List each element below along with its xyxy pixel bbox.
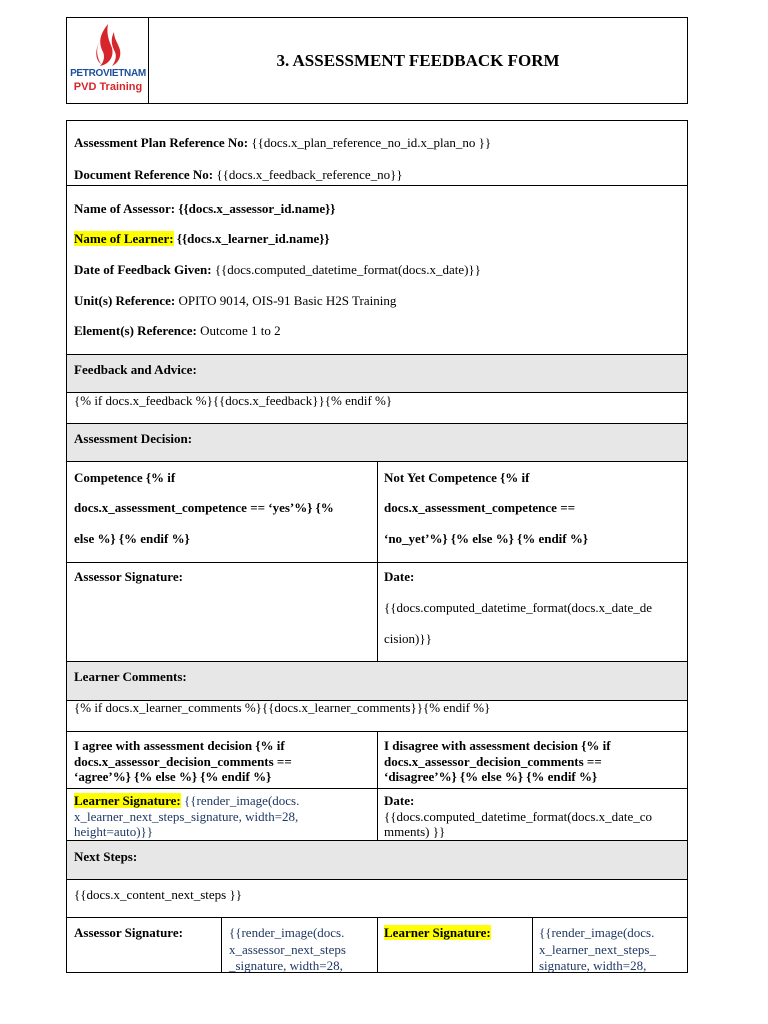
comments-date-line-2: mments) }}: [384, 824, 446, 839]
comments-date-line-1: {{docs.computed_datetime_format(docs.x_date_co: [384, 809, 653, 824]
column-divider: [377, 731, 378, 841]
row-divider: [66, 423, 688, 424]
feedback-date-label: Date of Feedback Given:: [74, 262, 212, 277]
competence-line-1: Competence {% if: [74, 470, 176, 485]
agree-line-1: I agree with assessment decision {% if: [74, 738, 285, 753]
next-steps-learner-signature-template-2: x_learner_next_steps_: [539, 942, 656, 957]
learner-signature-template-3: height=auto)}}: [74, 824, 154, 839]
decision-date-line-2: cision)}}: [384, 631, 432, 646]
feedback-heading: Feedback and Advice:: [74, 362, 197, 377]
agree-line-3: ‘agree’%} {% else %} {% endif %}: [74, 769, 272, 784]
flame-icon: [70, 22, 146, 68]
elements-reference-label: Element(s) Reference:: [74, 323, 197, 338]
next-steps-heading: Next Steps:: [74, 849, 138, 864]
assessor-name-value: {{docs.x_assessor_id.name}}: [178, 201, 336, 216]
assessor-signature-label: Assessor Signature:: [74, 569, 183, 584]
learner-signature-line-1: [74, 793, 299, 808]
next-steps-assessor-signature-label: Assessor Signature:: [74, 925, 183, 940]
company-logo: [70, 22, 146, 100]
learner-signature-template-1: {{render_image(docs.: [180, 793, 300, 808]
units-reference-value: OPITO 9014, OIS-91 Basic H2S Training: [178, 293, 397, 308]
document-reference-label: Document Reference No:: [74, 167, 214, 182]
learner-name-label: Name of Learner:: [74, 231, 174, 246]
row-divider: [66, 354, 688, 355]
next-steps-header-shade: [67, 841, 688, 879]
disagree-line-3: ‘disagree’%} {% else %} {% endif %}: [384, 769, 598, 784]
next-steps-learner-signature-template-1: {{render_image(docs.: [539, 925, 655, 940]
logo-text-petrovietnam: PETROVIETNAM: [70, 68, 146, 79]
assessor-name-line: [74, 201, 335, 216]
decision-date-label: Date:: [384, 569, 415, 584]
learner-comments-heading: Learner Comments:: [74, 669, 187, 684]
plan-reference-value: {{docs.x_plan_reference_no_id.x_plan_no }}: [251, 135, 492, 150]
units-reference-line: [74, 293, 396, 308]
feedback-date-value: {{docs.computed_datetime_format(docs.x_date)}}: [214, 262, 481, 277]
learner-comments-value: {% if docs.x_learner_comments %}{{docs.x_learner_comments}}{% endif %}: [74, 700, 491, 715]
decision-date-line-1: {{docs.computed_datetime_format(docs.x_date_de: [384, 600, 653, 615]
next-steps-learner-signature-label-wrap: [384, 925, 491, 940]
table-right-border: [687, 120, 688, 973]
elements-reference-line: [74, 323, 281, 338]
document-reference-value: {{docs.x_feedback_reference_no}}: [216, 167, 403, 182]
page-title: 3. ASSESSMENT FEEDBACK FORM: [276, 51, 560, 70]
not-yet-competence-line-2: docs.x_assessment_competence ==: [384, 500, 576, 515]
feedback-value: {% if docs.x_feedback %}{{docs.x_feedback}}{% endif %}: [74, 393, 393, 408]
units-reference-label: Unit(s) Reference:: [74, 293, 176, 308]
next-steps-assessor-signature-template-2: x_assessor_next_steps: [229, 942, 346, 957]
column-divider: [377, 461, 378, 662]
next-steps-learner-signature-label: Learner Signature:: [384, 925, 491, 940]
elements-reference-value: Outcome 1 to 2: [200, 323, 281, 338]
next-steps-value: {{docs.x_content_next_steps }}: [74, 887, 242, 902]
disagree-line-1: I disagree with assessment decision {% if: [384, 738, 611, 753]
decision-heading: Assessment Decision:: [74, 431, 193, 446]
assessor-name-label: Name of Assessor:: [74, 201, 176, 216]
competence-line-2: docs.x_assessment_competence == ‘yes’%} {%: [74, 500, 334, 515]
learner-name-line: [74, 231, 330, 246]
document-reference-line: [74, 167, 403, 182]
comments-date-label: Date:: [384, 793, 415, 808]
column-divider: [377, 917, 378, 973]
column-divider: [532, 917, 533, 973]
next-steps-learner-signature-template-3: signature, width=28,: [539, 958, 647, 973]
plan-reference-line: [74, 135, 491, 150]
table-left-border: [66, 120, 67, 973]
next-steps-assessor-signature-template-1: {{render_image(docs.: [229, 925, 345, 940]
disagree-line-2: docs.x_assessor_decision_comments ==: [384, 754, 602, 769]
table-top-border: [66, 120, 688, 121]
feedback-date-line: [74, 262, 481, 277]
competence-line-3: else %} {% endif %}: [74, 531, 190, 546]
agree-line-2: docs.x_assessor_decision_comments ==: [74, 754, 292, 769]
not-yet-competence-line-1: Not Yet Competence {% if: [384, 470, 530, 485]
learner-signature-label: Learner Signature:: [74, 793, 181, 808]
column-divider: [221, 917, 222, 973]
not-yet-competence-line-3: ‘no_yet’%} {% else %} {% endif %}: [384, 531, 588, 546]
row-divider: [66, 185, 688, 186]
logo-text-pvd-training: PVD Training: [73, 81, 143, 93]
learner-name-value: {{docs.x_learner_id.name}}: [176, 231, 330, 246]
next-steps-assessor-signature-template-3: _signature, width=28,: [229, 958, 343, 973]
plan-reference-label: Assessment Plan Reference No:: [74, 135, 249, 150]
row-divider: [66, 879, 688, 880]
learner-signature-template-2: x_learner_next_steps_signature, width=28,: [74, 809, 299, 824]
